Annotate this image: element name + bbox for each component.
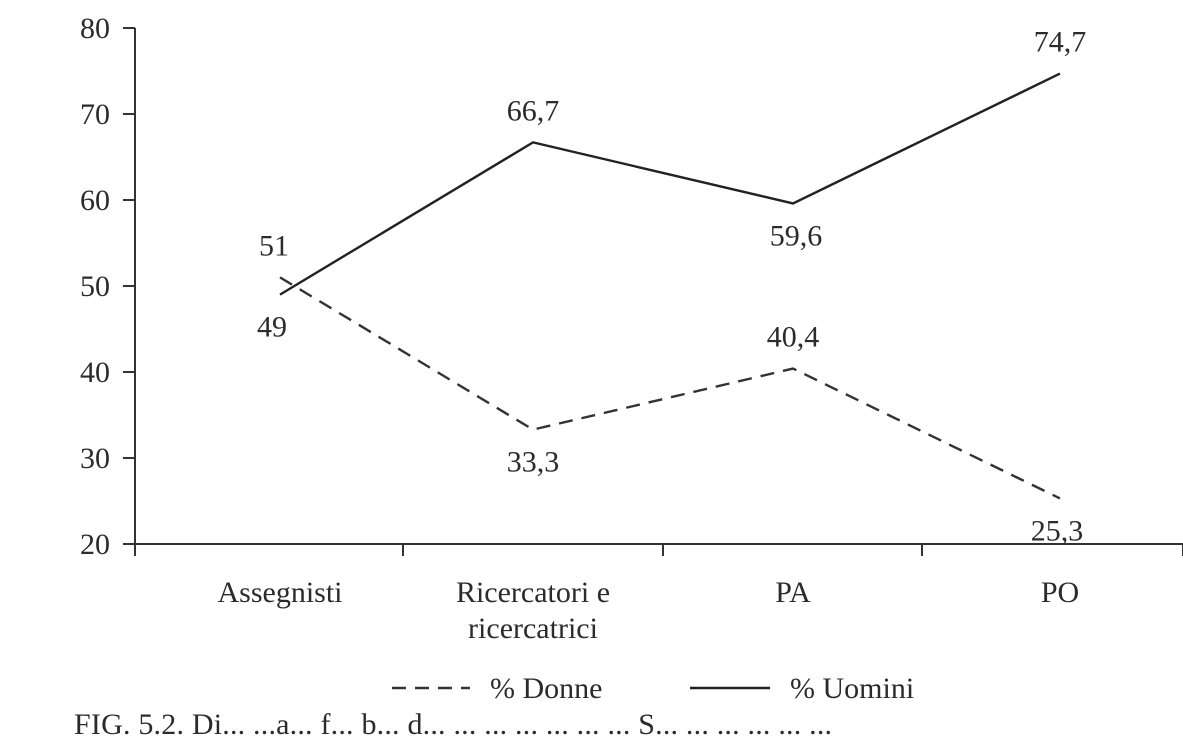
x-axis-ticks [135,544,1183,645]
data-label: 25,3 [1030,514,1084,548]
legend-label: % Donne [490,672,603,705]
data-labels [257,26,1086,548]
chart-series [280,74,1060,499]
y-tick-label: 50 [80,270,110,303]
data-label: 59,6 [769,219,823,253]
x-tick-label: PO [1040,576,1080,609]
chart-legend [392,672,914,705]
x-tick-label: Ricercatori e ricercatrici [455,576,611,645]
series-line-uomini [280,74,1060,295]
series-line-donne [280,277,1060,498]
y-tick-label: 70 [80,98,110,131]
y-axis-ticks [80,12,135,561]
x-tick-label: PA [775,576,811,609]
y-tick-label: 30 [80,442,110,475]
x-tick-label: Assegnisti [217,576,343,609]
y-tick-label: 20 [80,528,110,561]
y-tick-label: 60 [80,184,110,217]
figure-caption: FIG. 5.2. Di... ...a... f... b... d... ... ... ... ... ... ... S... ... ... ... ... ... [74,708,833,741]
data-label: 49 [257,310,287,344]
data-label: 74,7 [1033,25,1087,59]
legend-label: % Uomini [790,672,915,705]
data-label: 33,3 [506,445,560,479]
y-tick-label: 40 [80,356,110,389]
data-label: 66,7 [506,94,560,128]
data-label: 40,4 [766,320,820,354]
y-tick-label: 80 [80,12,110,45]
data-label: 51 [259,229,289,263]
